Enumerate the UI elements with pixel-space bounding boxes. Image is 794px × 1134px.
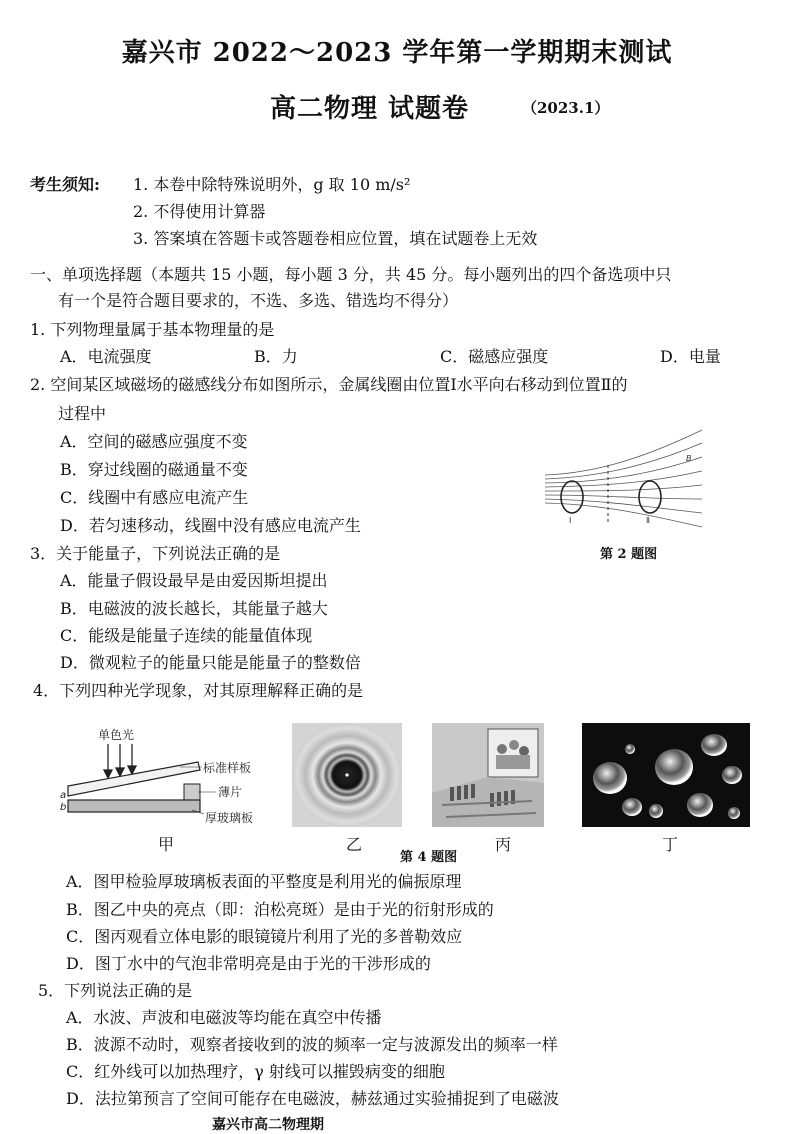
q1-option-b: B．力 <box>254 347 298 366</box>
q2-magnetic-field-figure <box>540 425 710 535</box>
q4-figure-caption: 第 4 题图 <box>400 850 458 865</box>
footer-text: 嘉兴市高二物理期 <box>212 1117 324 1133</box>
q1-option-d: D．电量 <box>660 347 721 366</box>
section-heading-line1: 一、单项选择题（本题共 15 小题，每小题 3 分，共 45 分。每小题列出的四个备选项中只 <box>30 265 672 284</box>
q5-stem: 5．下列说法正确的是 <box>38 981 193 1000</box>
coil-position-1 <box>561 481 583 513</box>
q2-stem-line1: 2. 空间某区域磁场的磁感线分布如图所示，金属线圈由位置Ⅰ水平向右移动到位置Ⅱ的 <box>30 375 628 394</box>
label-standard-plate: 标准样板 <box>203 761 252 775</box>
notice-item-1: 1. 本卷中除特殊说明外，g 取 10 m/s² <box>133 175 411 194</box>
fig-name-bing: 丙 <box>495 835 512 854</box>
label-a: a <box>60 790 67 801</box>
exam-date: （2023.1） <box>522 99 610 117</box>
fig-yi-poisson-spot <box>292 723 402 827</box>
q4-stem: 4．下列四种光学现象，对其原理解释正确的是 <box>33 681 364 700</box>
notice-item-2: 2. 不得使用计算器 <box>133 202 266 221</box>
thick-glass <box>68 800 200 812</box>
label-b: b <box>60 802 67 813</box>
section-heading-line2: 有一个是符合题目要求的，不选、多选、错选均不得分） <box>58 291 459 310</box>
q3-option-c: C．能级是能量子连续的能量值体现 <box>60 626 313 645</box>
q5-option-b: B．波源不动时，观察者接收到的波的频率一定与波源发出的频率一样 <box>66 1035 558 1054</box>
q2-stem-line2: 过程中 <box>58 404 107 423</box>
q4-option-c: C．图丙观看立体电影的眼镜镜片利用了光的多普勒效应 <box>66 927 463 946</box>
fig-jia-wedge-interference <box>60 722 290 832</box>
fig-name-jia: 甲 <box>158 835 175 854</box>
fig-name-yi: 乙 <box>346 835 363 854</box>
q3-option-a: A．能量子假设最早是由爱因斯坦提出 <box>60 571 328 590</box>
label-monochromatic-light: 单色光 <box>98 728 135 742</box>
notice-label: 考生须知: <box>30 175 100 194</box>
exam-title: 嘉兴市 2022～2023 学年第一学期期末测试 <box>121 38 673 68</box>
q4-option-a: A．图甲检验厚玻璃板表面的平整度是利用光的偏振原理 <box>66 872 462 891</box>
label-thick-glass: 厚玻璃板 <box>205 811 254 825</box>
q4-option-d: D．图丁水中的气泡非常明亮是由于光的干涉形成的 <box>66 954 431 973</box>
q2-option-d: D．若匀速移动，线圈中没有感应电流产生 <box>60 516 361 535</box>
q4-option-b: B．图乙中央的亮点（即：泊松亮斑）是由于光的衍射形成的 <box>66 900 494 919</box>
coil-position-2 <box>639 481 661 513</box>
q5-option-c: C．红外线可以加热理疗，γ 射线可以摧毁病变的细胞 <box>66 1062 445 1081</box>
q5-option-d: D．法拉第预言了空间可能存在电磁波，赫兹通过实验捕捉到了电磁波 <box>66 1089 559 1108</box>
label-b: B <box>686 454 692 463</box>
q2-option-b: B．穿过线圈的磁通量不变 <box>60 460 248 479</box>
light-arrows <box>104 744 136 778</box>
q3-option-d: D．微观粒子的能量只能是能量子的整数倍 <box>60 653 361 672</box>
cinema-screen <box>488 729 538 777</box>
fig-name-ding: 丁 <box>662 835 679 854</box>
q3-option-b: B．电磁波的波长越长，其能量子越大 <box>60 599 328 618</box>
q2-figure-caption: 第 2 题图 <box>600 547 658 562</box>
q1-option-c: C．磁感应强度 <box>440 347 549 366</box>
fig-ding-water-bubbles <box>582 723 750 827</box>
thin-sheet <box>184 784 200 800</box>
q3-stem: 3．关于能量子，下列说法正确的是 <box>30 544 281 563</box>
label-pos-2: Ⅱ <box>646 516 650 525</box>
exam-subtitle: 高二物理 试题卷 <box>270 94 470 124</box>
q5-option-a: A．水波、声波和电磁波等均能在真空中传播 <box>66 1008 382 1027</box>
q2-option-c: C．线圈中有感应电流产生 <box>60 488 249 507</box>
label-thin-sheet: 薄片 <box>218 785 243 799</box>
q1-stem: 1. 下列物理量属于基本物理量的是 <box>30 320 275 339</box>
q2-option-a: A．空间的磁感应强度不变 <box>60 432 248 451</box>
notice-item-3: 3. 答案填在答题卡或答题卷相应位置，填在试题卷上无效 <box>133 229 538 248</box>
label-pos-1: Ⅰ <box>569 516 572 525</box>
q1-option-a: A．电流强度 <box>60 347 152 366</box>
fig-bing-3d-cinema <box>432 723 544 827</box>
